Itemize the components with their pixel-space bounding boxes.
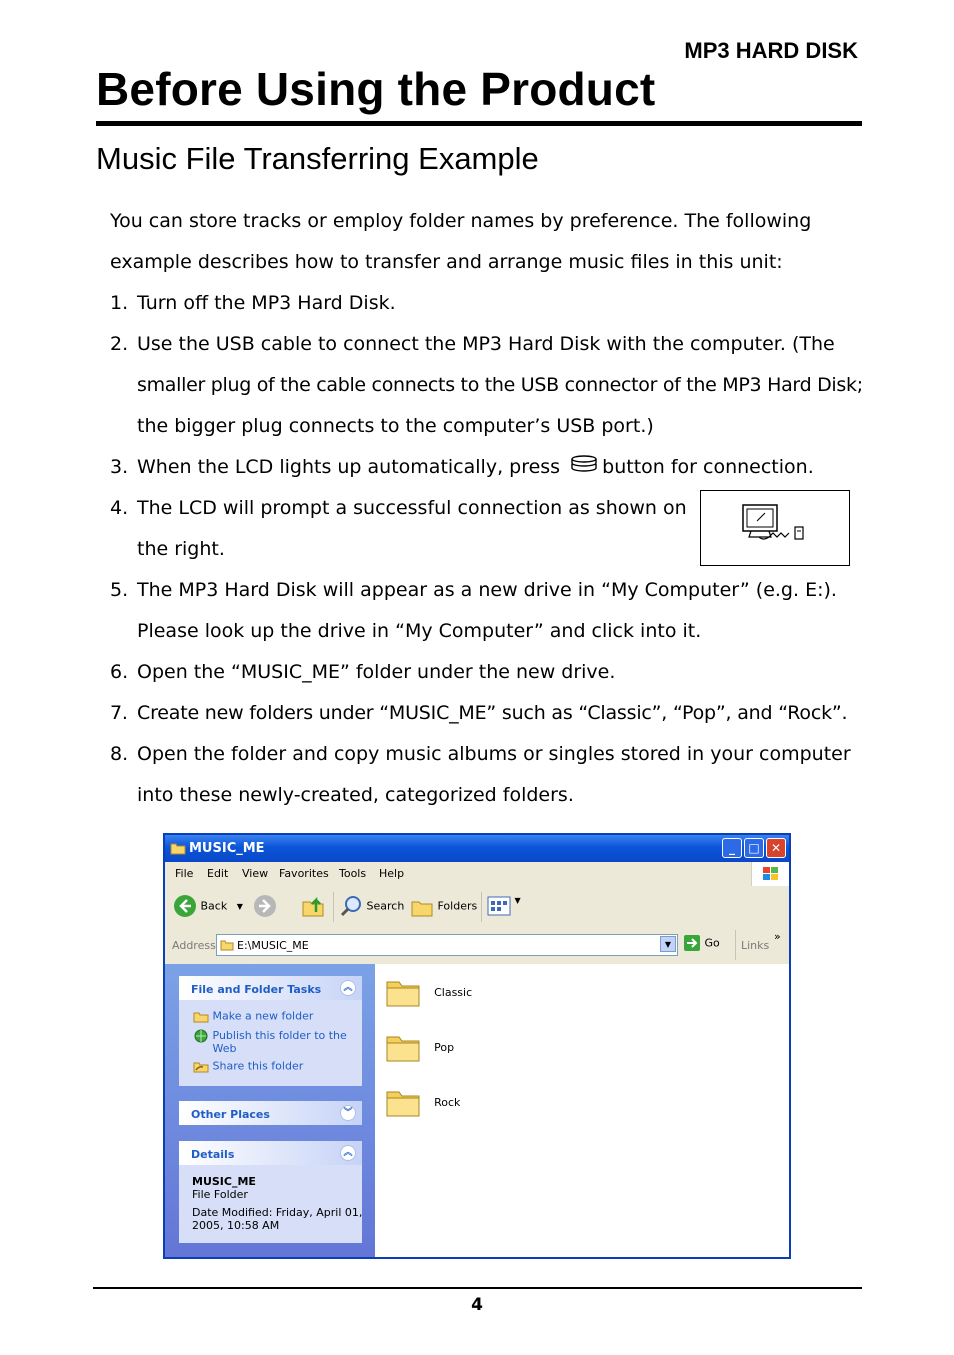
step-5-cont: Please look up the drive in “My Computer” and click into it. <box>137 620 702 642</box>
chevron-down-icon[interactable]: ︾ <box>340 1105 356 1121</box>
page-number: 4 <box>471 1295 483 1315</box>
step-3: 3. When the LCD lights up automatically, press button for connection. <box>110 447 850 488</box>
intro-line: You can store tracks or employ folder names by preference. The following <box>110 210 812 232</box>
section-subtitle: Music File Transferring Example <box>96 141 539 176</box>
task-make-folder[interactable]: Make a new folder <box>193 1009 313 1023</box>
step-2: 2. Use the USB cable to connect the MP3 Hard Disk with the computer. (The <box>110 333 835 355</box>
details-modified-cont: 2005, 10:58 AM <box>192 1219 280 1232</box>
lcd-connection-icon <box>701 491 849 565</box>
menu-edit[interactable]: Edit <box>207 867 229 880</box>
folder-icon <box>385 1029 421 1065</box>
chevron-right-icon[interactable]: » <box>774 930 781 943</box>
address-bar <box>165 928 789 965</box>
footer-rule <box>93 1287 862 1289</box>
folders-icon <box>410 894 434 918</box>
address-label: Address <box>172 939 216 952</box>
step-5: 5. The MP3 Hard Disk will appear as a new drive in “My Computer” (e.g. E:). <box>110 579 837 601</box>
window-titlebar <box>165 835 789 862</box>
chevron-up-icon[interactable]: ︽ <box>340 1145 356 1161</box>
step-8: 8. Open the folder and copy music albums or singles stored in your computer <box>110 743 851 765</box>
header-product-label: MP3 HARD DISK <box>684 38 858 63</box>
page-title: Before Using the Product <box>96 63 656 115</box>
windows-logo <box>751 862 790 886</box>
links-label[interactable]: Links <box>741 939 770 952</box>
address-dropdown-button[interactable]: ▼ <box>660 936 676 952</box>
views-icon <box>487 896 511 916</box>
forward-button[interactable] <box>253 894 277 921</box>
details-panel <box>179 1141 362 1243</box>
share-folder-icon <box>193 1060 209 1073</box>
back-arrow-icon <box>173 894 197 918</box>
title-rule <box>96 121 862 126</box>
up-folder-icon <box>301 894 325 918</box>
hard-disk-button-icon <box>570 449 598 490</box>
menu-bar <box>165 862 789 887</box>
step-4: 4. The LCD will prompt a successful connection as shown on <box>110 497 687 519</box>
panel-header[interactable]: Details ︽ <box>179 1141 362 1165</box>
folder-item[interactable]: Classic <box>385 974 472 1010</box>
folder-item[interactable]: Pop <box>385 1029 454 1065</box>
menu-file[interactable]: File <box>175 867 194 880</box>
menu-favorites[interactable]: Favorites <box>279 867 329 880</box>
views-button[interactable]: ▼ <box>487 896 521 919</box>
panel-header[interactable]: Other Places ︾ <box>179 1101 362 1125</box>
folder-item[interactable]: Rock <box>385 1084 460 1120</box>
folder-icon <box>385 1084 421 1120</box>
step-1: 1. Turn off the MP3 Hard Disk. <box>110 292 396 314</box>
menu-help[interactable]: Help <box>379 867 405 880</box>
toolbar <box>165 886 789 929</box>
step-7: 7. Create new folders under “MUSIC_ME” such as “Classic”, “Pop”, and “Rock”. <box>110 702 848 724</box>
menu-tools[interactable]: Tools <box>339 867 367 880</box>
back-button[interactable]: Back ▼ <box>173 894 243 918</box>
file-folder-tasks-panel <box>179 976 362 1086</box>
details-modified: Date Modified: Friday, April 01, <box>192 1206 363 1219</box>
panel-header[interactable]: File and Folder Tasks ︽ <box>179 976 362 1000</box>
step-8-cont: into these newly-created, categorized folders. <box>137 784 574 806</box>
search-icon <box>339 894 363 918</box>
search-button[interactable]: Search <box>339 894 404 918</box>
step-4-cont: the right. <box>137 538 225 560</box>
folder-icon <box>220 938 234 951</box>
other-places-panel <box>179 1101 362 1125</box>
new-folder-icon <box>193 1010 209 1023</box>
step-2-cont: smaller plug of the cable connects to the USB connector of the MP3 Hard Disk; <box>137 374 863 396</box>
folders-button[interactable]: Folders <box>410 894 477 918</box>
intro-line: example describes how to transfer and arrange music files in this unit: <box>110 251 783 273</box>
file-view <box>375 964 789 1259</box>
step-6: 6. Open the “MUSIC_ME” folder under the new drive. <box>110 661 616 683</box>
go-button[interactable]: Go <box>683 934 720 952</box>
up-folder-button[interactable] <box>301 894 325 921</box>
task-pane <box>165 964 375 1259</box>
folder-icon <box>385 974 421 1010</box>
details-name: MUSIC_ME <box>192 1175 256 1188</box>
details-type: File Folder <box>192 1188 248 1201</box>
globe-icon <box>193 1029 209 1043</box>
task-publish-folder[interactable]: Publish this folder to the Web <box>193 1029 347 1055</box>
task-share-folder[interactable]: Share this folder <box>193 1059 303 1073</box>
lcd-screen-illustration <box>700 490 850 566</box>
address-input[interactable]: E:\MUSIC_ME ▼ <box>216 934 678 956</box>
forward-arrow-icon <box>253 894 277 918</box>
maximize-button[interactable]: □ <box>744 838 764 858</box>
go-arrow-icon <box>683 934 701 952</box>
menu-view[interactable]: View <box>242 867 269 880</box>
folder-icon <box>170 841 186 855</box>
window-title: MUSIC_ME <box>189 841 265 856</box>
chevron-up-icon[interactable]: ︽ <box>340 980 356 996</box>
close-button[interactable]: ✕ <box>766 838 786 858</box>
explorer-window <box>163 833 791 1259</box>
minimize-button[interactable]: _ <box>722 838 742 858</box>
step-2-cont: the bigger plug connects to the computer’s USB port.) <box>137 415 654 437</box>
